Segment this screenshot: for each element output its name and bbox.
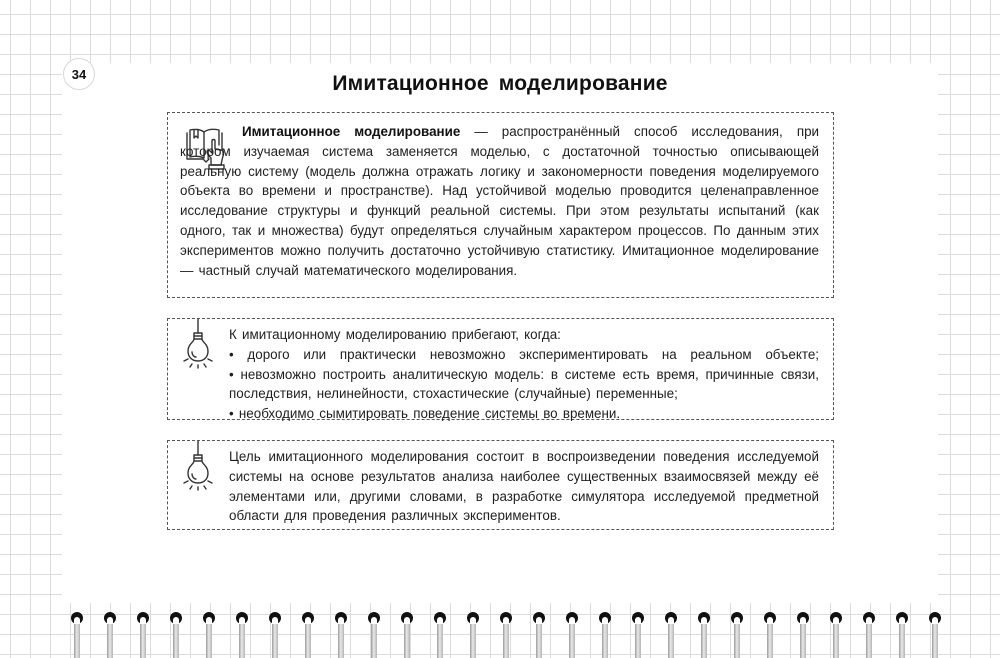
binding-ring-icon <box>368 612 380 652</box>
binding-ring-icon <box>302 612 314 652</box>
binding-ring-icon <box>929 612 941 652</box>
binding-ring-icon <box>137 612 149 652</box>
goal-box <box>167 440 834 530</box>
binding-ring-icon <box>71 612 83 652</box>
use-cases-intro: К имитационному моделированию прибегают, когда: <box>229 327 561 342</box>
page-number-text: 34 <box>71 66 87 82</box>
binding-ring-icon <box>203 612 215 652</box>
binding-ring-icon <box>863 612 875 652</box>
binding-ring-icon <box>533 612 545 652</box>
binding-ring-icon <box>236 612 248 652</box>
use-case-item: • необходимо сымитировать поведение системы во времени. <box>229 406 621 422</box>
binding-ring-icon <box>269 612 281 652</box>
binding-ring-icon <box>467 612 479 652</box>
binding-ring-icon <box>830 612 842 652</box>
use-cases-box <box>167 318 834 420</box>
use-case-item: • дорого или практически невозможно экспериментировать на реальном объекте; <box>229 346 819 362</box>
binding-ring-icon <box>731 612 743 652</box>
definition-text <box>180 122 819 280</box>
lightbulb-icon <box>180 441 216 497</box>
binding-ring-icon <box>500 612 512 652</box>
binding-ring-icon <box>632 612 644 652</box>
binding-ring-icon <box>335 612 347 652</box>
binding-ring-icon <box>104 612 116 652</box>
goal-text: Цель имитационного моделирования состоит в воспроизведении поведения исследуемой системы на основе результатов анализа наиболее существенных взаимосвязей между её элементами или, другими словами, в разработке симулятора исследуемой предметной области для проведения различных экспериментов. <box>229 449 819 524</box>
definition-box <box>167 112 834 298</box>
definition-body: — распространённый способ исследования, при котором изучаемая система заменяется моделью, с достаточной точностью описывающей реальную систему (модель должна отражать логику и закономерности поведения моделируемого объекта во времени и пространстве). Над устойчивой моделью проводится целенаправленное исследование структуры и функций реальной системы. При этом результаты испытаний (как одного, так и множества) будут определяться случайным характером процессов. По данным этих экспериментов можно получить достаточно устойчивую статистику. Имитационное моделирование — частный случай математического моделирования. <box>180 124 820 278</box>
binding-ring-icon <box>401 612 413 652</box>
binding-ring-icon <box>434 612 446 652</box>
page-title: Имитационное моделирование <box>332 72 668 95</box>
binding-ring-icon <box>599 612 611 652</box>
binding-ring-icon <box>665 612 677 652</box>
binding-ring-icon <box>764 612 776 652</box>
definition-term: Имитационное моделирование <box>242 124 461 139</box>
binding-ring-icon <box>797 612 809 652</box>
binding-ring-icon <box>170 612 182 652</box>
binding-ring-icon <box>896 612 908 652</box>
use-cases-text <box>229 325 819 424</box>
binding-ring-icon <box>698 612 710 652</box>
use-case-item: • невозможно построить аналитическую модель: в системе есть время, причинные связи, последствия, нелинейности, стохастические (случайные) переменные; <box>229 366 819 402</box>
lightbulb-icon <box>180 319 216 375</box>
binding-ring-icon <box>566 612 578 652</box>
